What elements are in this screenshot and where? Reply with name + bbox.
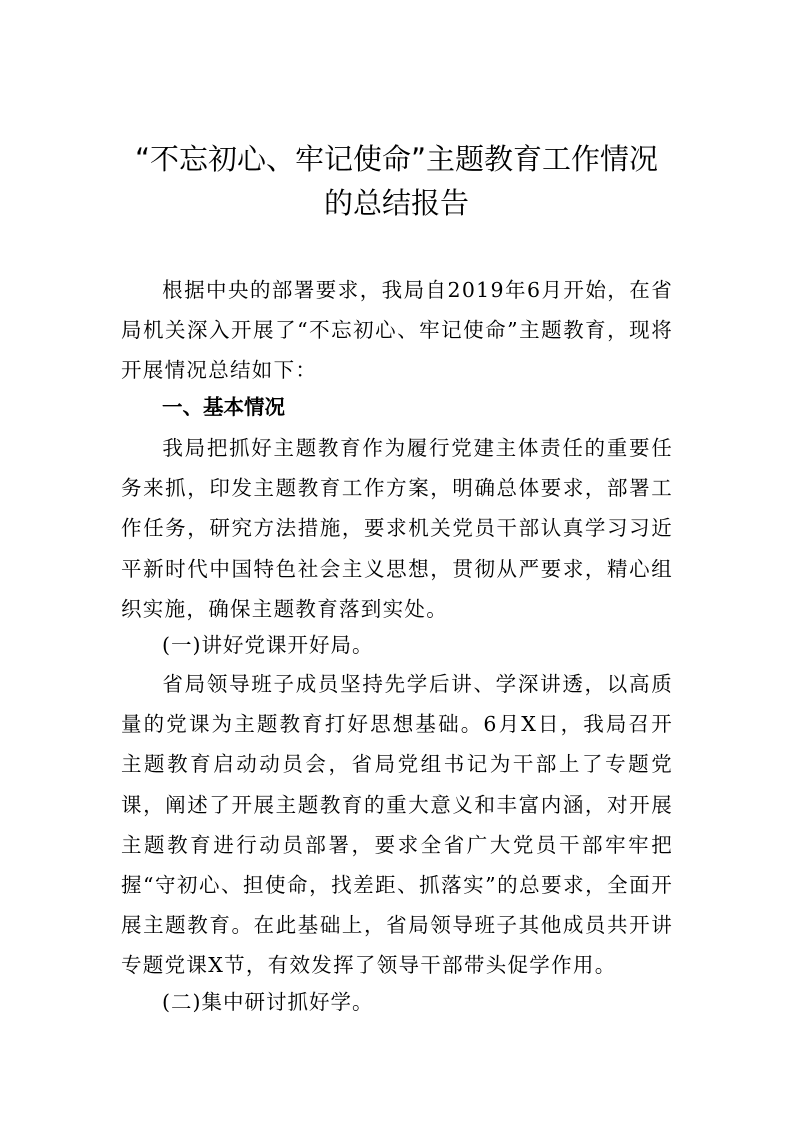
document-title-line2: 的总结报告 — [323, 186, 469, 220]
subsection1-text: 省局领导班子成员坚持先学后讲、学深讲透，以高质量的党课为主题教育打好思想基础。6月X日，我局召开主题教育启动动员会，省局党组书记为干部上了专题党课，阐述了开展主题教育的重大意义和丰富内涵，对开展主题教育进行动员部署，要求全省广大党员干部牢牢把握“守初心、担使命，找差距、抓落实”的总要求，全面开展主题教育。在此基础上，省局领导班子其他成员共开讲专题党课X节，有效发挥了领导干部带头促学作用。 — [121, 672, 673, 978]
document-title-line1: “不忘初心、牢记使命”主题教育工作情况 — [134, 142, 659, 176]
intro-text: 根据中央的部署要求，我局自2019年6月开始，在省局机关深入开展了“不忘初心、牢记使命”主题教育，现将开展情况总结如下： — [121, 278, 673, 383]
subsection-heading-2: (二)集中研讨抓好学。 — [162, 990, 374, 1014]
section1-text: 我局把抓好主题教育作为履行党建主体责任的重要任务来抓，印发主题教育工作方案，明确总体要求，部署工作任务，研究方法措施，要求机关党员干部认真学习习近平新时代中国特色社会主义思想，贯彻从严要求，精心组织实施，确保主题教育落到实处。 — [121, 436, 673, 621]
subsection1-paragraph — [121, 664, 673, 986]
intro-paragraph — [121, 270, 673, 391]
section-heading-basic-situation: 一、基本情况 — [162, 395, 285, 419]
subsection-heading-1: (一)讲好党课开好局。 — [162, 633, 374, 657]
section1-paragraph — [121, 428, 673, 629]
